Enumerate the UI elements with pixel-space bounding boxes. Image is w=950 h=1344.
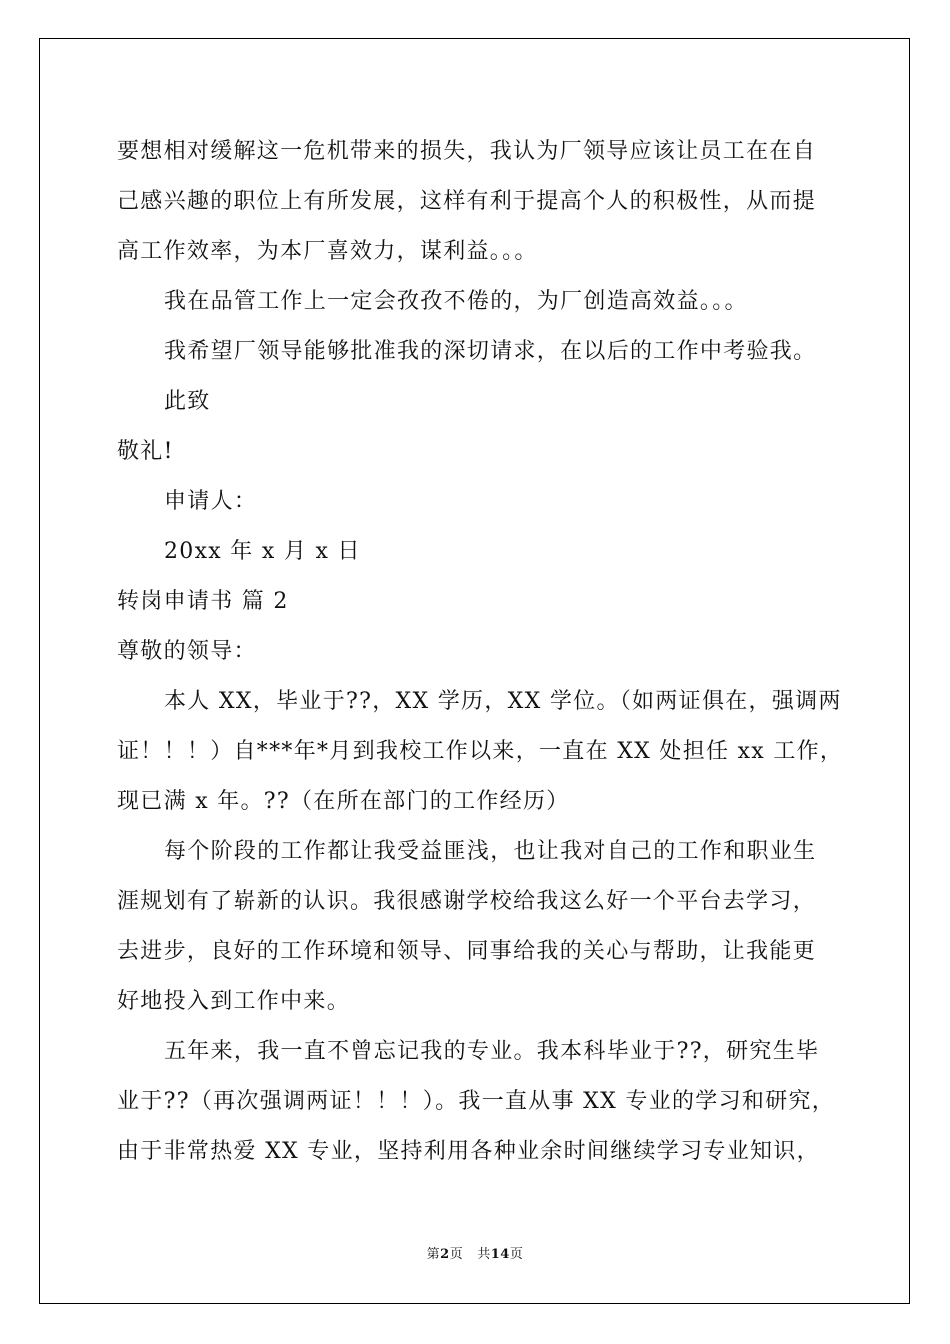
applicant-label: 申请人： [164, 489, 258, 514]
text-line: 本人 XX，毕业于??，XX 学历，XX 学位。（如两证俱在，强调两 [164, 689, 842, 714]
closing-salutation: 此致 [164, 389, 211, 414]
text-line: 五年来，我一直不曾忘记我的专业。我本科毕业于??，研究生毕 [164, 1039, 820, 1064]
total-unit: 页 [509, 1247, 524, 1262]
total-prefix: 共 [477, 1247, 491, 1262]
text-line: 涯规划有了崭新的认识。我很感谢学校给我这么好一个平台去学习， [117, 889, 817, 914]
text-line: 由于非常热爱 XX 专业，坚持利用各种业余时间继续学习专业知识， [117, 1139, 820, 1164]
page-unit: 页 [449, 1247, 464, 1262]
text-line: 业于??（再次强调两证！！！）。我一直从事 XX 专业的学习和研究， [117, 1089, 836, 1114]
greeting: 尊敬的领导： [117, 639, 257, 664]
document-body [117, 127, 844, 1177]
page-footer [0, 1243, 950, 1262]
text-line: 我在品管工作上一定会孜孜不倦的，为厂创造高效益。。。 [164, 289, 748, 314]
text-line: 己感兴趣的职位上有所发展，这样有利于提高个人的积极性，从而提 [117, 189, 817, 214]
text-line: 现已满 x 年。??（在所在部门的工作经历） [117, 789, 570, 814]
page-current: 2 [440, 1247, 450, 1262]
text-line: 要想相对缓解这一危机带来的损失，我认为厂领导应该让员工在在自 [117, 139, 817, 164]
text-line: 我希望厂领导能够批准我的深切请求，在以后的工作中考验我。 [164, 339, 817, 364]
page-total: 14 [490, 1247, 510, 1262]
text-line: 好地投入到工作中来。 [117, 989, 351, 1014]
closing-regards: 敬礼! [117, 439, 174, 464]
section-title: 转岗申请书 篇 2 [117, 589, 289, 614]
text-line: 每个阶段的工作都让我受益匪浅，也让我对自己的工作和职业生 [164, 839, 817, 864]
date-line: 20xx 年 x 月 x 日 [164, 539, 361, 564]
text-line: 高工作效率，为本厂喜效力，谋利益。。。 [117, 239, 538, 264]
page-prefix: 第 [426, 1247, 441, 1262]
text-line: 去进步，良好的工作环境和领导、同事给我的关心与帮助，让我能更 [117, 939, 817, 964]
text-line: 证！！！）自***年*月到我校工作以来，一直在 XX 处担任 xx 工作， [117, 739, 844, 764]
